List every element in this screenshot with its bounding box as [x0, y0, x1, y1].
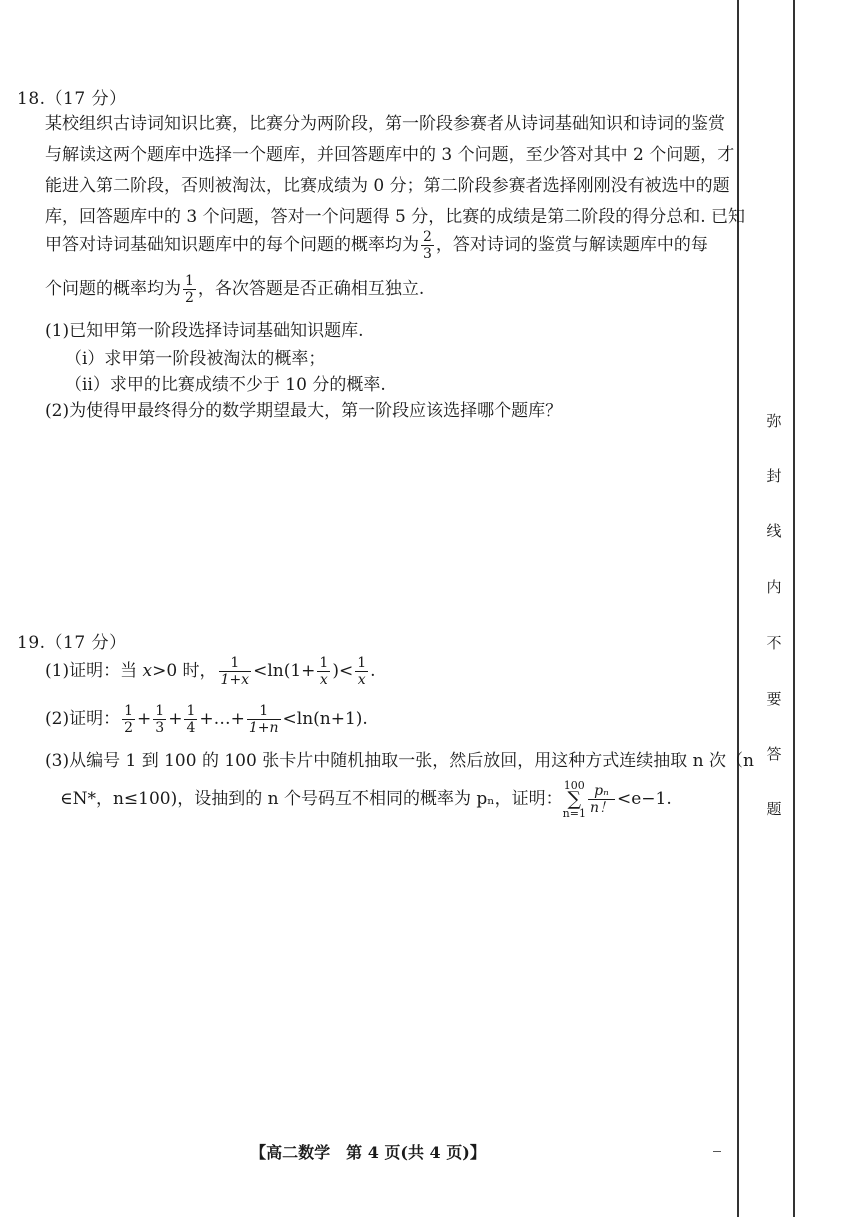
- plus-sign: +: [137, 709, 152, 729]
- seal-char: 线: [766, 522, 782, 540]
- q19-part-3-line-2: [60, 780, 672, 819]
- fraction-denominator: 2: [124, 720, 134, 736]
- fraction-denominator: n！: [589, 800, 613, 816]
- q18-text-line-5: [45, 229, 708, 262]
- q18-part-2: (2)为使得甲最终得分的数学期望最大，第一阶段应该选择哪个题库？: [45, 401, 563, 421]
- seal-char: 封: [766, 467, 782, 485]
- margin-line-left: [737, 0, 739, 1217]
- q18-line6-start: 个问题的概率均为: [45, 279, 181, 299]
- q18-part-1: (1)已知甲第一阶段选择诗词基础知识题库.: [45, 321, 364, 341]
- fraction: [588, 783, 615, 816]
- fraction: [247, 703, 281, 736]
- q18-line6-end: ，各次答题是否正确相互独立.: [197, 279, 425, 299]
- q18-part-1-ii: （ⅱ）求甲的比赛成绩不少于 10 分的概率.: [65, 375, 386, 395]
- q19-part-2: [45, 703, 368, 736]
- fraction-numerator: 1: [219, 655, 252, 672]
- q19-p2-text: <ln(n+1).: [282, 709, 368, 729]
- sum-lower-limit: n=1: [562, 807, 586, 820]
- fraction-one-half: [183, 273, 196, 306]
- q19-p1-text: >0 时，: [152, 661, 217, 681]
- footer-dash: [713, 1151, 721, 1152]
- fraction-two-thirds: [421, 229, 434, 262]
- fraction-denominator: 3: [423, 246, 432, 262]
- plus-sign: +: [168, 709, 183, 729]
- margin-line-right: [793, 0, 795, 1217]
- q19-p1-text: )<: [332, 661, 354, 681]
- seal-char: 不: [766, 634, 782, 652]
- variable-x: x: [142, 661, 153, 681]
- q19-p3-text: <e−1.: [616, 789, 672, 809]
- fraction-numerator: 1: [185, 273, 194, 289]
- sum-upper-limit: 100: [563, 779, 585, 792]
- q19-part-1: [45, 655, 376, 688]
- seal-char: 内: [766, 578, 782, 596]
- question-19-header: 19.（17 分）: [17, 633, 127, 653]
- q18-text-line-2: 与解读这两个题库中选择一个题库，并回答题库中的 3 个问题，至少答对其中 2 个问题，才: [45, 145, 735, 165]
- fraction-denominator: 3: [155, 720, 165, 736]
- fraction-denominator: 1+x: [220, 672, 250, 688]
- fraction: [317, 655, 330, 688]
- q19-p3-text: ∈N*，n≤100)，设抽到的 n 个号码互不相同的概率为 pₙ，证明：: [60, 789, 563, 809]
- q19-p2-text: (2)证明：: [45, 709, 121, 729]
- fraction-denominator: x: [357, 672, 366, 688]
- sigma-icon: ∑: [567, 788, 582, 810]
- fraction: [122, 703, 135, 736]
- q19-p1-text: .: [370, 661, 376, 681]
- fraction-denominator: x: [319, 672, 328, 688]
- seal-char: 弥: [766, 412, 782, 430]
- q19-p1-text: (1)证明：当: [45, 661, 143, 681]
- fraction-numerator: 1: [155, 703, 165, 719]
- fraction: [184, 703, 197, 736]
- q18-line5-end: ，答对诗词的鉴赏与解读题库中的每: [435, 235, 708, 255]
- fraction-denominator: 2: [185, 290, 194, 306]
- question-18-header: 18.（17 分）: [17, 89, 127, 109]
- fraction-numerator: 1: [247, 703, 281, 720]
- q18-line5-start: 甲答对诗词基础知识题库中的每个问题的概率均为: [45, 235, 419, 255]
- fraction-numerator: pₙ: [588, 783, 615, 800]
- q19-p1-text: <ln(1+: [253, 661, 316, 681]
- fraction-denominator: 1+n: [248, 720, 279, 736]
- page-footer: 【高二数学 第 4 页(共 4 页)】: [250, 1143, 486, 1162]
- fraction: [355, 655, 368, 688]
- seal-char: 要: [766, 690, 782, 708]
- seal-char: 答: [766, 745, 782, 763]
- q18-part-1-i: （ⅰ）求甲第一阶段被淘汰的概率；: [65, 349, 326, 369]
- fraction-numerator: 1: [124, 703, 134, 719]
- q18-text-line-4: 库，回答题库中的 3 个问题，答对一个问题得 5 分，比赛的成绩是第二阶段的得分总和. 已知: [45, 207, 746, 227]
- fraction: [153, 703, 166, 736]
- ellipsis-sum: +…+: [199, 709, 245, 729]
- fraction: [219, 655, 252, 688]
- fraction-numerator: 1: [319, 655, 329, 671]
- q18-text-line-1: 某校组织古诗词知识比赛，比赛分为两阶段，第一阶段参赛者从诗词基础知识和诗词的鉴赏: [45, 114, 725, 134]
- q18-text-line-6: [45, 273, 424, 306]
- summation: [563, 780, 586, 819]
- seal-char: 题: [766, 800, 782, 818]
- fraction-numerator: 1: [186, 703, 196, 719]
- fraction-numerator: 1: [357, 655, 367, 671]
- fraction-numerator: 2: [423, 229, 432, 245]
- fraction-denominator: 4: [186, 720, 196, 736]
- q18-text-line-3: 能进入第二阶段，否则被淘汰，比赛成绩为 0 分；第二阶段参赛者选择刚刚没有被选中的题: [45, 176, 730, 196]
- q19-part-3-line-1: (3)从编号 1 到 100 的 100 张卡片中随机抽取一张，然后放回，用这种方式连续抽取 n 次（n: [45, 751, 754, 771]
